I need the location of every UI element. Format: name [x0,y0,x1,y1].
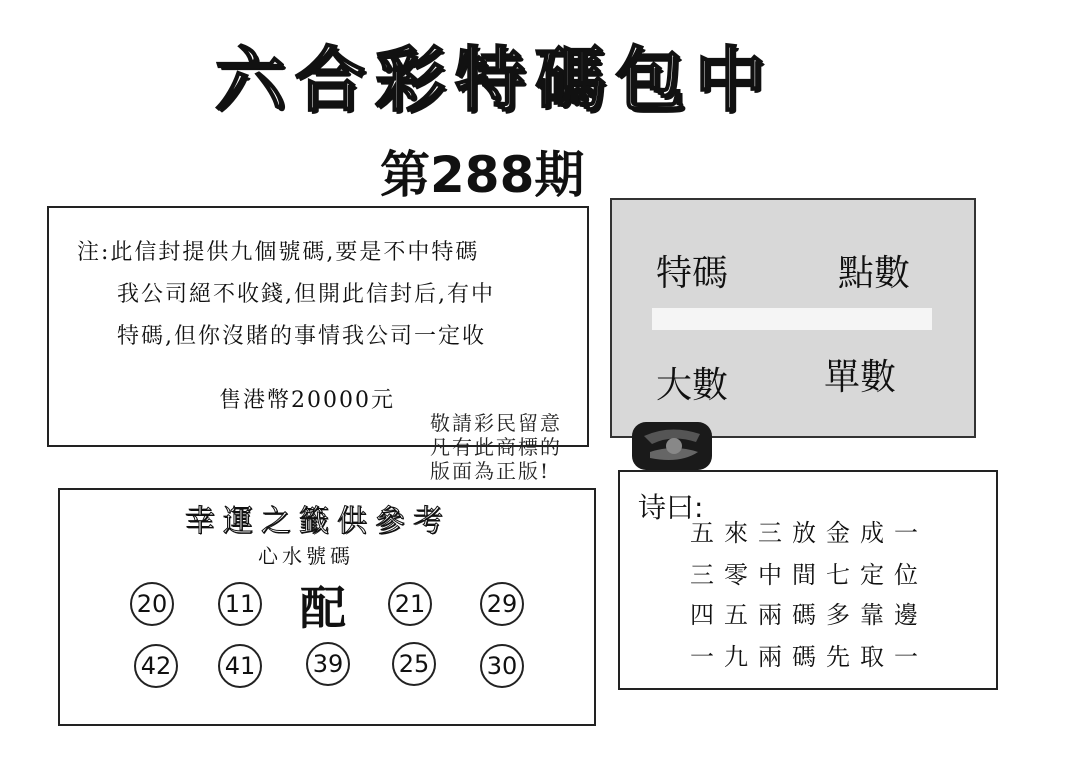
poem-box [618,470,998,690]
number-ball: 21 [388,582,432,626]
category-odd: 單數 [824,357,897,398]
note-line-2: 我公司絕不收錢,但開此信封后,有中 [117,282,495,307]
number-ball: 20 [130,582,174,626]
number-ball: 30 [480,644,524,688]
lucky-numbers-box [58,488,596,726]
category-box [610,198,976,438]
number-ball: 11 [218,582,262,626]
lucky-title: 幸運之籤供參考 [185,504,451,539]
number-ball: 42 [134,644,178,688]
number-ball: 39 [306,642,350,686]
number-ball: 41 [218,644,262,688]
note-line-3: 特碼,但你沒賭的事情我公司一定收 [117,324,486,349]
trademark-logo-icon [630,418,714,474]
band-divider [652,308,932,330]
issue-number: 第288期 [380,146,585,204]
notice-line-2: 凡有此商標的 [430,435,562,459]
poem-line-1: 五來三放金成一 [690,519,928,547]
category-points: 點數 [838,253,911,294]
number-ball: 25 [392,642,436,686]
category-big: 大數 [656,365,729,406]
price-text: 售港幣20000元 [219,388,395,413]
note-line-1: 注:此信封提供九個號碼,要是不中特碼 [77,240,480,265]
page-title: 六合彩特碼包中 [215,38,775,121]
lucky-subtitle: 心水號碼 [258,544,354,568]
notice-line-1: 敬請彩民留意 [430,411,562,435]
pair-label: 配 [300,581,346,635]
number-ball: 29 [480,582,524,626]
poem-line-2: 三零中間七定位 [690,561,928,589]
notice-line-3: 版面為正版! [430,459,551,483]
poem-heading: 诗曰: [638,491,704,524]
category-special: 特碼 [656,253,729,294]
poem-line-3: 四五兩碼多靠邊 [690,601,928,629]
authenticity-notice [430,411,620,483]
poem-line-4: 一九兩碼先取一 [690,643,928,671]
